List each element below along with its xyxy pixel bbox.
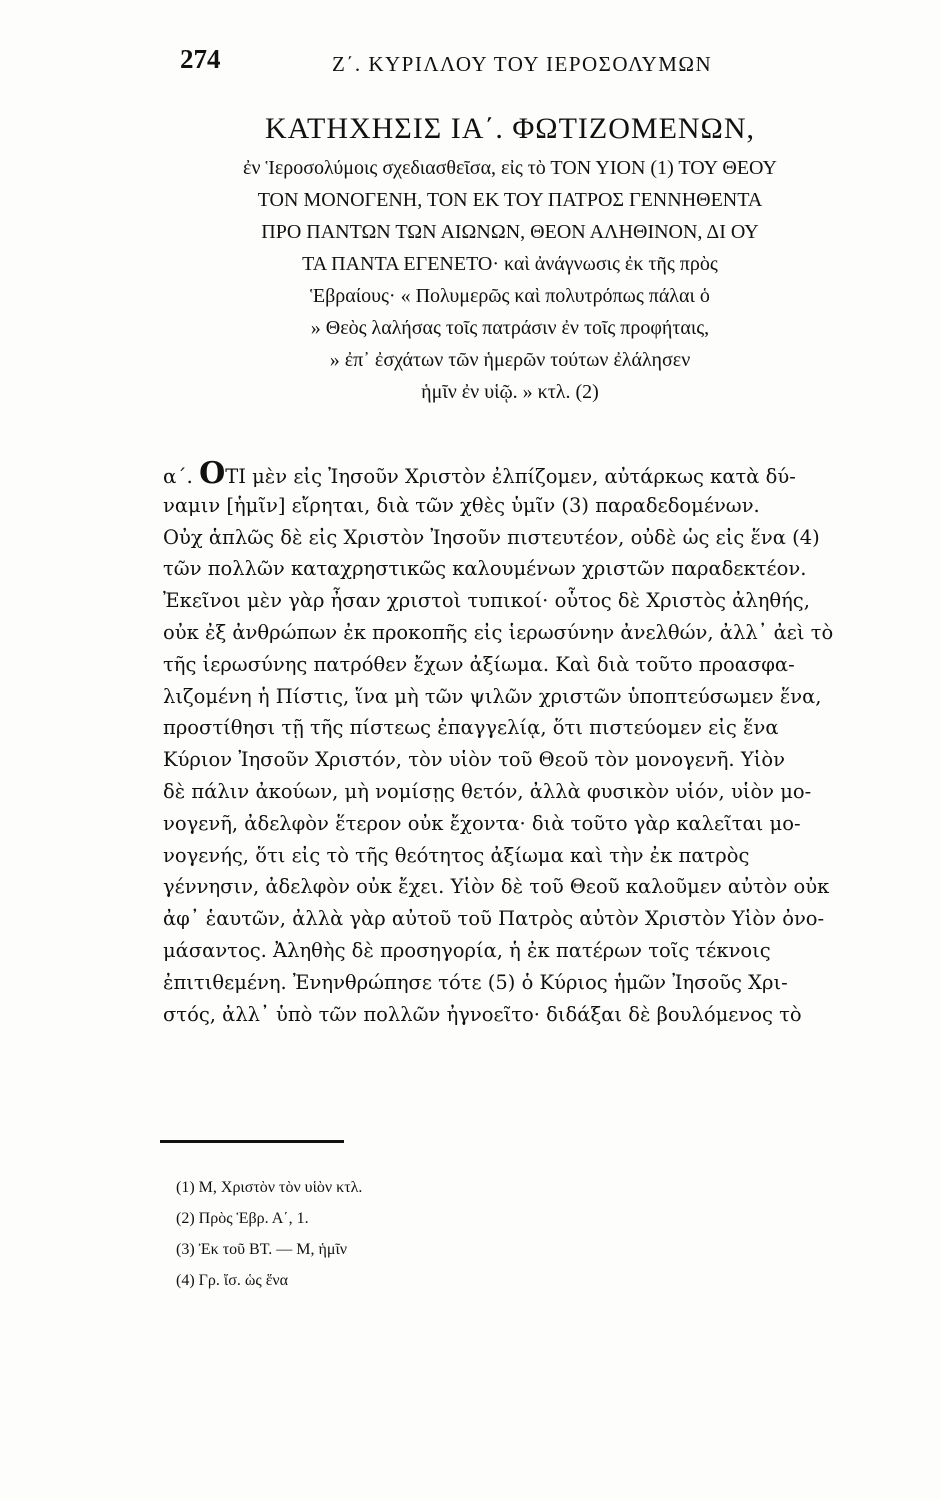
footnote: (3) Ἐκ τοῦ ΒΤ. — Μ, ἡμῖν (176, 1241, 348, 1258)
running-title: Ζ΄. ΚΥΡΙΛΛΟΥ ΤΟΥ ΙΕΡΟΣΟΛΥΜΩΝ (332, 52, 713, 76)
body-line: γέννησιν, ἀδελφὸν οὐκ ἔχει. Υἱὸν δὲ τοῦ Θεοῦ καλοῦμεν αὐτὸν οὐκ (163, 875, 830, 899)
footnote: (1) Μ, Χριστὸν τὸν υἱὸν κτλ. (176, 1179, 363, 1196)
body-line: στός, ἀλλ᾽ ὑπὸ τῶν πολλῶν ἠγνοεῖτο· διδάξαι δὲ βουλόμενος τὸ (163, 1002, 802, 1026)
body-text (163, 458, 853, 1030)
subtitle-line: ΤΟΝ ΜΟΝΟΓΕΝΗ, ΤΟΝ ΕΚ ΤΟΥ ΠΑΤΡΟΣ ΓΕΝΝΗΘΕΝΤΑ (257, 189, 763, 211)
body-line: ναμιν [ἡμῖν] εἴρηται, διὰ τῶν χθὲς ὑμῖν (3) παραδεδομένων. (163, 493, 760, 517)
footnotes (176, 1172, 776, 1296)
subtitle-line: ΤΑ ΠΑΝΤΑ ΕΓΕΝΕΤΟ· καὶ ἀνάγνωσις ἐκ τῆς πρὸς (302, 253, 718, 275)
body-line: Κύριον Ἰησοῦν Χριστόν, τὸν υἱὸν τοῦ Θεοῦ τὸν μονογενῆ. Υἱὸν (163, 748, 785, 772)
page-number: 274 (180, 44, 221, 74)
body-line: ἀφ᾽ ἑαυτῶν, ἀλλὰ γὰρ αὐτοῦ τοῦ Πατρὸς αὐτὸν Χριστὸν Υἱὸν ὀνο- (163, 907, 825, 931)
body-line: οὐκ ἐξ ἀνθρώπων ἐκ προκοπῆς εἰς ἱερωσύνην ἀνελθών, ἀλλ᾽ ἀεὶ τὸ (163, 620, 834, 644)
footnote: (2) Πρὸς Ἑβρ. Α΄, 1. (176, 1210, 309, 1227)
footnote: (4) Γρ. ἴσ. ὡς ἕνα (176, 1272, 289, 1289)
body-line: μάσαντος. Ἀληθὴς δὲ προσηγορία, ἡ ἐκ πατέρων τοῖς τέκνοις (163, 938, 771, 962)
subtitle-line: ἐν Ἱεροσολύμοις σχεδιασθεῖσα, εἰς τὸ ΤΟΝ ΥΙΟΝ (1) ΤΟΥ ΘΕΟΥ (243, 157, 777, 179)
title-block (150, 112, 870, 408)
initial-letter: Ο (199, 458, 226, 490)
body-line: δὲ πάλιν ἀκούων, μὴ νομίσῃς θετόν, ἀλλὰ φυσικὸν υἱόν, υἱὸν μο- (163, 779, 812, 803)
body-line: νογενής, ὅτι εἰς τὸ τῆς θεότητος ἀξίωμα καὶ τὴν ἐκ πατρὸς (163, 843, 750, 867)
body-line: Ἐκεῖνοι μὲν γὰρ ἦσαν χριστοὶ τυπικοί· οὗτος δὲ Χριστὸς ἀληθής, (163, 589, 810, 613)
body-line: τῆς ἱερωσύνης πατρόθεν ἔχων ἀξίωμα. Καὶ διὰ τοῦτο προασφα- (163, 652, 795, 676)
body-line: νογενῆ, ἀδελφὸν ἕτερον οὐκ ἔχοντα· διὰ τοῦτο γὰρ καλεῖται μο- (163, 811, 801, 835)
subtitle-line: » Θεὸς λαλήσας τοῖς πατράσιν ἐν τοῖς προφήταις, (310, 317, 710, 339)
body-line: τῶν πολλῶν καταχρηστικῶς καλουμένων χριστῶν παραδεκτέον. (163, 557, 807, 581)
first-line-text: ΤΙ μὲν εἰς Ἰησοῦν Χριστὸν ἐλπίζομεν, αὐτάρκως κατὰ δύ- (225, 465, 796, 488)
first-body-line (163, 458, 853, 490)
catechesis-heading: ΚΑΤΗΧΗΣΙΣ ΙΑ΄. ΦΩΤΙΖΟΜΕΝΩΝ, (264, 112, 756, 145)
section-number: α΄. (163, 464, 193, 488)
subtitle-line: ἡμῖν ἐν υἱῷ. » κτλ. (2) (421, 381, 599, 403)
subtitle-line: Ἑβραίους· « Πολυμερῶς καὶ πολυτρόπως πάλαι ὁ (310, 285, 710, 307)
body-line: λιζομένη ἡ Πίστις, ἵνα μὴ τῶν ψιλῶν χριστῶν ὑποπτεύσωμεν ἕνα, (163, 684, 822, 708)
footnote-rule (160, 1140, 344, 1143)
body-line: προστίθησι τῇ τῆς πίστεως ἐπαγγελίᾳ, ὅτι πιστεύομεν εἰς ἕνα (163, 716, 779, 740)
body-line: ἐπιτιθεμένη. Ἐνηνθρώπησε τότε (5) ὁ Κύριος ἡμῶν Ἰησοῦς Χρι- (163, 970, 788, 994)
running-head (172, 44, 872, 84)
body-line: Οὐχ ἁπλῶς δὲ εἰς Χριστὸν Ἰησοῦν πιστευτέον, οὐδὲ ὡς εἰς ἕνα (4) (163, 525, 820, 549)
subtitle-line: ΠΡΟ ΠΑΝΤΩΝ ΤΩΝ ΑΙΩΝΩΝ, ΘΕΟΝ ΑΛΗΘΙΝΟΝ, ΔΙ ΟΥ (261, 221, 759, 243)
subtitle-line: » ἐπ᾽ ἐσχάτων τῶν ἡμερῶν τούτων ἐλάλησεν (329, 349, 691, 371)
